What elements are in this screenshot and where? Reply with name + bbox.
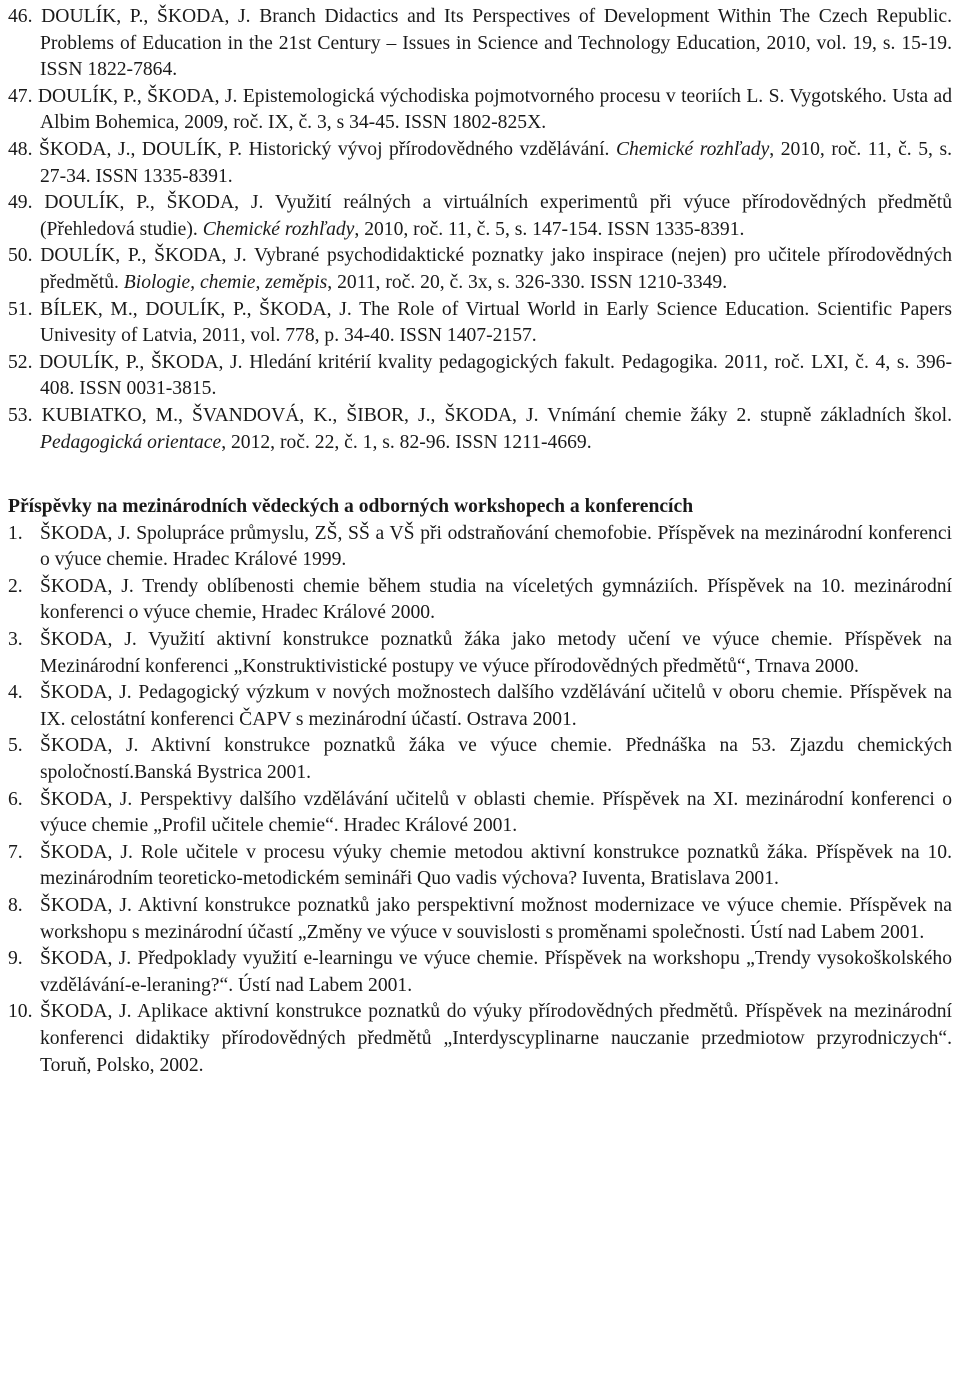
contribution-entry bbox=[8, 733, 952, 786]
contribution-number: 2. bbox=[8, 575, 23, 597]
contribution-entry bbox=[8, 521, 952, 574]
journal-title: Chemické rozhľady bbox=[202, 218, 355, 240]
reference-number: 50. bbox=[8, 245, 41, 267]
contribution-text: ŠKODA, J. Aplikace aktivní konstrukce poznatků do výuky přírodovědných předmětů. Příspěvek na mezinárodní konferenci didaktiky přírodovědných předmětů „Interdyscyplinarne nauczanie przedmiotow przyrodniczych“. Toruň, Polsko, 2002. bbox=[40, 1001, 952, 1076]
contribution-text: ŠKODA, J. Využití aktivní konstrukce poznatků žáka jako metody učení ve výuce chemie. Příspěvek na Mezinárodní konferenci „Konstruktivistické postupy ve výuce přírodovědných předmětů“, Trnava 2000. bbox=[40, 629, 952, 677]
contribution-text: ŠKODA, J. Aktivní konstrukce poznatků jako perspektivní možnost modernizace ve výuce chemie. Příspěvek na workshopu s mezinárodní účastí „Změny ve výuce v souvislosti s proměnami společnosti. Ústí nad Labem 2001. bbox=[40, 895, 952, 943]
reference-segment: , 2012, roč. 22, č. 1, s. 82-96. ISSN 1211-4669. bbox=[221, 431, 592, 453]
contribution-number: 5. bbox=[8, 735, 23, 757]
reference-text bbox=[40, 192, 952, 240]
contribution-number: 9. bbox=[8, 948, 23, 970]
reference-number: 47. bbox=[8, 85, 38, 107]
contribution-text: ŠKODA, J. Předpoklady využití e-learningu ve výuce chemie. Příspěvek na workshopu „Trendy vysokoškolského vzdělávání-e-leraning?“. Ústí nad Labem 2001. bbox=[40, 948, 952, 996]
contribution-entry bbox=[8, 893, 952, 946]
reference-text bbox=[39, 352, 952, 400]
reference-entry bbox=[8, 190, 952, 243]
reference-segment: DOULÍK, P., ŠKODA, J. Branch Didactics and Its Perspectives of Development Within The Czech Republic. Problems of Education in the 21st Century – Issues in Science and Technology Education, 2010, vol. 19, s. 15-19. ISSN 1822-7864. bbox=[40, 6, 952, 81]
journal-title: Biologie, chemie, zeměpis bbox=[123, 271, 328, 293]
reference-entry bbox=[8, 403, 952, 456]
reference-entry bbox=[8, 137, 952, 190]
contribution-number: 10. bbox=[8, 1001, 33, 1023]
contribution-entry bbox=[8, 574, 952, 627]
reference-text bbox=[40, 299, 952, 347]
contribution-number: 7. bbox=[8, 841, 23, 863]
contribution-text: ŠKODA, J. Aktivní konstrukce poznatků žáka ve výuce chemie. Přednáška na 53. Zjazdu chemických spoločností.Banská Bystrica 2001. bbox=[40, 735, 952, 784]
reference-number: 49. bbox=[8, 192, 45, 214]
contribution-text: ŠKODA, J. Trendy oblíbenosti chemie během studia na víceletých gymnáziích. Příspěvek na 10. mezinárodní konferenci o výuce chemie, Hradec Králové 2000. bbox=[40, 575, 952, 624]
reference-segment: , 2010, roč. 11, č. 5, s. 147-154. ISSN 1335-8391. bbox=[354, 218, 745, 240]
reference-segment: DOULÍK, P., ŠKODA, J. Epistemologická východiska pojmotvorného procesu v teoriích L. S. Vygotského. Usta ad Albim Bohemica, 2009, roč. IX, č. 3, s 34-45. ISSN 1802-825X. bbox=[37, 85, 952, 134]
section-heading: Příspěvky na mezinárodních vědeckých a odborných workshopech a konferencích bbox=[8, 496, 694, 518]
reference-text bbox=[40, 245, 952, 293]
contribution-entry bbox=[8, 946, 952, 999]
reference-entry bbox=[8, 243, 952, 296]
reference-segment: DOULÍK, P., ŠKODA, J. Využití reálných a virtuálních experimentů při výuce přírodovědných předmětů (Přehledová studie). bbox=[40, 192, 952, 240]
contribution-text: ŠKODA, J. Role učitele v procesu výuky chemie metodou aktivní konstrukce poznatků žáka. Příspěvek na 10. mezinárodním teoreticko-metodickém semináři Quo vadis výchova? Iuventa, Bratislava 2001. bbox=[40, 841, 952, 890]
contribution-entry bbox=[8, 999, 952, 1079]
reference-segment: ŠKODA, J., DOULÍK, P. Historický vývoj přírodovědného vzdělávání. bbox=[39, 138, 616, 160]
reference-segment: DOULÍK, P., ŠKODA, J. Hledání kritérií kvality pedagogických fakult. Pedagogika. 2011, roč. LXI, č. 4, s. 396-408. ISSN 0031-3815. bbox=[39, 351, 952, 400]
reference-number: 51. bbox=[8, 298, 41, 320]
contribution-entry bbox=[8, 627, 952, 680]
contribution-text: ŠKODA, J. Perspektivy dalšího vzdělávání učitelů v oblasti chemie. Příspěvek na XI. mezinárodní konferenci o výuce chemie „Profil učitele chemie“. Hradec Králové 2001. bbox=[40, 788, 952, 837]
contribution-number: 6. bbox=[8, 788, 23, 810]
contribution-number: 8. bbox=[8, 895, 23, 916]
contribution-number: 4. bbox=[8, 682, 23, 704]
reference-text bbox=[39, 139, 952, 187]
reference-segment: DOULÍK, P., ŠKODA, J. Vybrané psychodidaktické poznatky jako inspirace (nejen) pro učitele přírodovědných předmětů. bbox=[40, 245, 953, 293]
contribution-number: 3. bbox=[8, 629, 23, 651]
contribution-number: 1. bbox=[8, 522, 23, 544]
contribution-entry bbox=[8, 840, 952, 893]
contribution-text: ŠKODA, J. Pedagogický výzkum v nových možnostech dalšího vzdělávání učitelů v oboru chemie. Příspěvek na IX. celostátní konferenci ČAPV s mezinárodní účastí. Ostrava 2001. bbox=[40, 682, 952, 730]
reference-entry bbox=[8, 84, 952, 137]
journal-title: Chemické rozhľady bbox=[615, 138, 770, 160]
reference-text bbox=[38, 86, 952, 134]
reference-number: 52. bbox=[8, 351, 40, 373]
reference-segment: , 2011, roč. 20, č. 3x, s. 326-330. ISSN 1210-3349. bbox=[327, 271, 728, 293]
contribution-entry bbox=[8, 787, 952, 840]
section-gap bbox=[8, 456, 952, 482]
reference-number: 53. bbox=[8, 404, 42, 426]
reference-segment: KUBIATKO, M., ŠVANDOVÁ, K., ŠIBOR, J., ŠKODA, J. Vnímání chemie žáky 2. stupně základních škol. bbox=[41, 404, 952, 426]
journal-references-list bbox=[8, 4, 952, 456]
reference-segment: BÍLEK, M., DOULÍK, P., ŠKODA, J. The Role of Virtual World in Early Science Education. Scientific Papers Univesity of Latvia, 2011, vol. 778, p. 34-40. ISSN 1407-2157. bbox=[40, 298, 952, 347]
reference-segment: , 2010, roč. 11, č. 5, s. 27-34. ISSN 1335-8391. bbox=[40, 138, 952, 187]
reference-text bbox=[40, 6, 952, 80]
journal-title: Pedagogická orientace bbox=[40, 431, 222, 453]
reference-text bbox=[40, 405, 952, 453]
reference-entry bbox=[8, 297, 952, 350]
reference-number: 48. bbox=[8, 138, 40, 160]
contribution-text: ŠKODA, J. Spolupráce průmyslu, ZŠ, SŠ a VŠ při odstraňování chemofobie. Příspěvek na mezinárodní konferenci o výuce chemie. Hradec Králové 1999. bbox=[40, 522, 952, 571]
reference-entry bbox=[8, 350, 952, 403]
reference-number: 46. bbox=[8, 6, 42, 27]
contribution-entry bbox=[8, 680, 952, 733]
reference-entry bbox=[8, 4, 952, 84]
conference-contributions-list bbox=[8, 521, 952, 1079]
